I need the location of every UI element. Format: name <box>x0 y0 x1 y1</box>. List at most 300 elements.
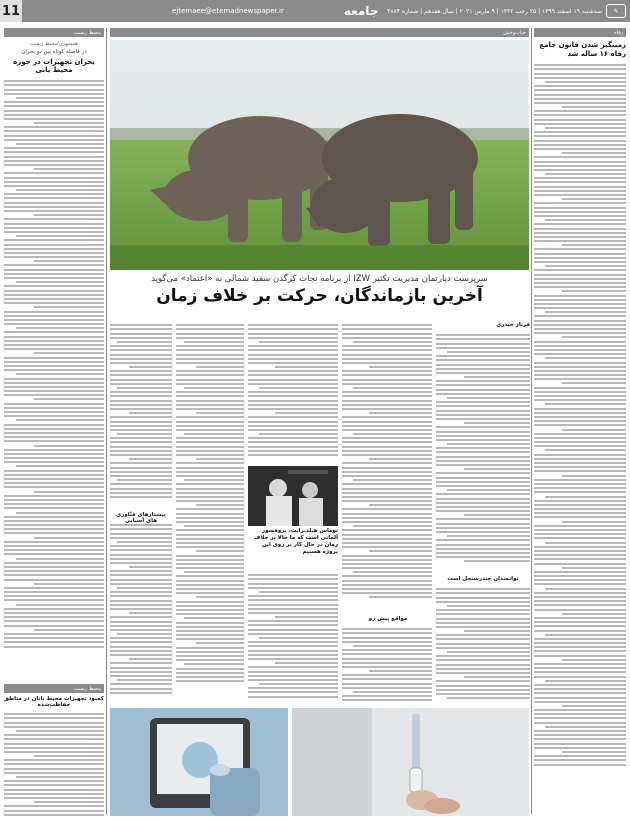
text-line <box>248 578 338 580</box>
text-line <box>436 359 530 361</box>
text-line <box>110 662 172 664</box>
text-line <box>436 372 530 374</box>
text-line <box>4 763 104 765</box>
text-line <box>4 587 104 589</box>
text-line <box>534 743 626 745</box>
text-line <box>436 618 530 620</box>
text-line <box>176 496 244 498</box>
text-line <box>342 508 432 510</box>
text-line <box>4 608 104 610</box>
text-line <box>534 500 626 502</box>
text-line <box>534 399 626 401</box>
text-line <box>16 512 104 514</box>
text-line <box>110 528 172 530</box>
text-line <box>176 328 244 330</box>
text-line <box>248 650 338 652</box>
text-line <box>4 520 104 522</box>
text-line <box>342 391 432 393</box>
text-line <box>16 604 104 606</box>
text-line <box>369 412 432 414</box>
text-line <box>4 432 104 434</box>
text-line <box>176 421 244 423</box>
text-line <box>436 472 530 474</box>
text-line <box>342 513 432 515</box>
text-line <box>34 583 104 585</box>
text-line <box>342 653 432 655</box>
text-line <box>34 352 104 354</box>
text-line <box>4 738 104 740</box>
text-line <box>342 400 432 402</box>
text-line <box>110 429 172 431</box>
main-text-column-2b <box>342 626 432 706</box>
text-line <box>4 177 104 179</box>
text-line <box>342 441 432 443</box>
photo-caption: توماس هیلدبرانت، پروفسور آلمانی است که ما حالا بر خلاف زمان در حال کار بر روی این پروژه هستیم <box>253 528 338 555</box>
text-line <box>342 450 432 452</box>
text-line <box>342 534 432 536</box>
text-line <box>176 534 244 536</box>
text-line <box>110 637 172 639</box>
text-line <box>342 658 432 660</box>
text-line <box>436 609 530 611</box>
text-line <box>176 508 244 510</box>
text-line <box>534 110 626 112</box>
text-line <box>436 659 530 661</box>
text-line <box>534 131 626 133</box>
text-line <box>534 663 626 665</box>
text-line <box>534 554 626 556</box>
text-line <box>4 323 104 325</box>
text-line <box>4 633 104 635</box>
text-line <box>176 575 244 577</box>
text-line <box>4 269 104 271</box>
text-line <box>176 592 244 594</box>
text-line <box>342 637 432 639</box>
text-line <box>4 369 104 371</box>
text-line <box>110 475 172 477</box>
text-line <box>248 624 338 626</box>
text-line <box>562 198 626 200</box>
text-line <box>110 688 172 690</box>
text-line <box>34 260 104 262</box>
text-line <box>436 393 530 395</box>
text-line <box>4 722 104 724</box>
text-line <box>342 496 432 498</box>
text-line <box>534 491 626 493</box>
text-line <box>562 659 626 661</box>
text-line <box>176 517 244 519</box>
text-line <box>4 197 104 199</box>
text-line <box>534 483 626 485</box>
text-line <box>110 533 172 535</box>
text-line <box>447 351 530 353</box>
text-line <box>436 477 530 479</box>
text-line <box>342 678 432 680</box>
text-line <box>4 172 104 174</box>
text-line <box>436 638 530 640</box>
left-headline: بحران تجهیزات در حوزه محیط بانی <box>13 58 95 74</box>
text-line <box>545 81 626 83</box>
text-line <box>545 680 626 682</box>
text-line <box>534 713 626 715</box>
text-line <box>4 382 104 384</box>
text-line <box>436 338 530 340</box>
text-line <box>34 801 104 803</box>
text-line <box>534 345 626 347</box>
text-line <box>353 387 432 389</box>
text-line <box>110 349 172 351</box>
text-line <box>176 354 244 356</box>
text-line <box>4 734 104 736</box>
email-address[interactable]: ejtemaee@etemadnewspaper.ir <box>172 7 284 15</box>
text-line <box>342 354 432 356</box>
text-line <box>176 563 244 565</box>
text-line <box>534 211 626 213</box>
text-line <box>4 147 104 149</box>
text-line <box>436 380 530 382</box>
text-line <box>110 379 172 381</box>
text-line <box>534 609 626 611</box>
text-line <box>4 566 104 568</box>
text-line <box>534 102 626 104</box>
text-line <box>176 391 244 393</box>
text-line <box>196 642 244 644</box>
left-bottom-body <box>4 711 104 820</box>
text-line <box>342 575 432 577</box>
text-line <box>248 395 338 397</box>
rhinoceros-photo <box>110 40 529 270</box>
text-line <box>436 401 530 403</box>
text-line <box>464 560 530 562</box>
text-line <box>534 470 626 472</box>
text-line <box>110 650 172 652</box>
text-line <box>4 453 104 455</box>
text-line <box>176 605 244 607</box>
text-line <box>248 599 338 601</box>
text-line <box>196 458 244 460</box>
text-line <box>534 642 626 644</box>
text-line <box>534 625 626 627</box>
text-line <box>176 630 244 632</box>
text-line <box>4 403 104 405</box>
text-line <box>4 743 104 745</box>
text-line <box>534 667 626 669</box>
text-line <box>4 151 104 153</box>
text-line <box>447 397 530 399</box>
text-line <box>184 341 244 343</box>
text-line <box>534 424 626 426</box>
text-line <box>353 571 432 573</box>
text-line <box>534 261 626 263</box>
text-line <box>176 437 244 439</box>
text-line <box>353 433 432 435</box>
text-line <box>534 156 626 158</box>
text-line <box>110 404 172 406</box>
text-line <box>436 364 530 366</box>
text-line <box>534 479 626 481</box>
text-line <box>464 376 530 378</box>
text-line <box>117 541 172 543</box>
text-line <box>176 337 244 339</box>
text-line <box>534 123 626 125</box>
text-line <box>342 416 432 418</box>
text-line <box>4 344 104 346</box>
text-line <box>184 571 244 573</box>
text-line <box>4 411 104 413</box>
text-line <box>369 550 432 552</box>
text-line <box>534 181 626 183</box>
text-line <box>534 202 626 204</box>
text-line <box>248 587 338 589</box>
text-line <box>534 387 626 389</box>
text-line <box>342 500 432 502</box>
section-title: جامعه <box>343 4 379 18</box>
text-line <box>16 465 104 467</box>
text-line <box>534 697 626 699</box>
text-line <box>4 553 104 555</box>
text-line <box>342 517 432 519</box>
text-line <box>176 400 244 402</box>
text-line <box>464 630 530 632</box>
text-line <box>534 671 626 673</box>
left-kicker: در فاصله کوتاه بین دو بحران <box>21 49 87 55</box>
text-line <box>4 93 104 95</box>
text-line <box>342 328 432 330</box>
text-line <box>4 202 104 204</box>
text-line <box>248 333 338 335</box>
text-line <box>436 426 530 428</box>
text-line <box>176 441 244 443</box>
text-line <box>16 327 104 329</box>
text-line <box>534 207 626 209</box>
text-line <box>436 548 530 550</box>
text-line <box>342 567 432 569</box>
text-line <box>436 493 530 495</box>
text-line <box>534 764 626 766</box>
text-line <box>248 400 338 402</box>
text-line <box>4 118 104 120</box>
text-line <box>248 379 338 381</box>
text-line <box>4 780 104 782</box>
text-line <box>342 699 432 701</box>
main-kicker: سرپرست دپارتمان مدیریت تکثیر IZW از برنامه نجات کرگدن سفید شمالی به «اعتماد» می‌گوید <box>151 274 488 284</box>
text-line <box>129 566 172 568</box>
text-line <box>4 549 104 551</box>
text-line <box>184 479 244 481</box>
text-line <box>176 446 244 448</box>
text-line <box>342 588 432 590</box>
text-line <box>4 591 104 593</box>
text-line <box>110 333 172 335</box>
text-line <box>110 454 172 456</box>
text-line <box>534 98 626 100</box>
main-byline: فرناز حیدری <box>496 322 530 328</box>
text-line <box>110 683 172 685</box>
text-line <box>4 516 104 518</box>
text-line <box>436 689 530 691</box>
text-line <box>342 408 432 410</box>
text-line <box>4 797 104 799</box>
text-line <box>436 601 530 603</box>
text-line <box>248 633 338 635</box>
left-article-body <box>4 78 104 678</box>
text-line <box>534 563 626 565</box>
text-line <box>110 692 172 694</box>
text-line <box>534 194 626 196</box>
text-line <box>534 374 626 376</box>
text-line <box>4 524 104 526</box>
page-header <box>0 0 630 22</box>
text-line <box>534 433 626 435</box>
text-line <box>4 499 104 501</box>
text-line <box>4 495 104 497</box>
text-line <box>4 616 104 618</box>
text-line <box>4 595 104 597</box>
text-line <box>110 345 172 347</box>
text-line <box>176 374 244 376</box>
text-line <box>176 559 244 561</box>
text-line <box>353 645 432 647</box>
text-line <box>436 418 530 420</box>
text-line <box>34 306 104 308</box>
text-line <box>545 634 626 636</box>
text-line <box>16 235 104 237</box>
text-line <box>534 592 626 594</box>
text-line <box>184 387 244 389</box>
text-line <box>562 751 626 753</box>
text-line <box>534 437 626 439</box>
text-line <box>176 588 244 590</box>
text-line <box>248 345 338 347</box>
text-line <box>176 349 244 351</box>
text-line <box>4 110 104 112</box>
text-line <box>248 421 338 423</box>
text-line <box>534 583 626 585</box>
text-line <box>4 285 104 287</box>
text-line <box>110 554 172 556</box>
text-line <box>4 474 104 476</box>
text-line <box>176 546 244 548</box>
text-line <box>16 143 104 145</box>
text-line <box>342 425 432 427</box>
text-line <box>4 528 104 530</box>
text-line <box>117 679 172 681</box>
text-line <box>369 458 432 460</box>
main-subhead-1: پیشتازهای فنّاوری های آسیایی <box>116 512 166 524</box>
column-divider <box>531 28 532 814</box>
text-line <box>110 421 172 423</box>
text-line <box>534 596 626 598</box>
text-line <box>342 584 432 586</box>
text-line <box>110 621 172 623</box>
text-line <box>545 357 626 359</box>
text-line <box>4 541 104 543</box>
text-line <box>342 370 432 372</box>
text-line <box>110 383 172 385</box>
text-line <box>110 328 172 330</box>
text-line <box>4 101 104 103</box>
text-line <box>342 641 432 643</box>
text-line <box>176 513 244 515</box>
text-line <box>436 539 530 541</box>
text-line <box>34 398 104 400</box>
text-line <box>110 583 172 585</box>
text-line <box>4 637 104 639</box>
text-line <box>534 307 626 309</box>
text-line <box>184 433 244 435</box>
text-line <box>562 613 626 615</box>
text-line <box>110 600 172 602</box>
text-line <box>16 281 104 283</box>
text-line <box>4 277 104 279</box>
text-line <box>562 705 626 707</box>
text-line <box>534 650 626 652</box>
text-line <box>436 410 530 412</box>
text-line <box>545 265 626 267</box>
text-line <box>4 810 104 812</box>
main-section-label <box>110 28 529 37</box>
text-line <box>4 646 104 648</box>
text-line <box>545 449 626 451</box>
text-line <box>342 538 432 540</box>
text-line <box>545 726 626 728</box>
text-line <box>176 450 244 452</box>
text-line <box>562 429 626 431</box>
text-line <box>184 663 244 665</box>
text-line <box>4 717 104 719</box>
text-line <box>342 358 432 360</box>
text-line <box>562 567 626 569</box>
text-line <box>534 441 626 443</box>
text-line <box>436 510 530 512</box>
text-line <box>110 545 172 547</box>
text-line <box>275 366 338 368</box>
text-line <box>248 654 338 656</box>
text-line <box>4 503 104 505</box>
text-line <box>545 311 626 313</box>
text-line <box>4 164 104 166</box>
text-line <box>534 525 626 527</box>
text-line <box>176 362 244 364</box>
right-article-body <box>534 62 626 802</box>
text-line <box>275 412 338 414</box>
text-line <box>16 730 104 732</box>
text-line <box>342 483 432 485</box>
text-line <box>4 181 104 183</box>
text-line <box>176 462 244 464</box>
text-line <box>436 447 530 449</box>
date-line: سه‌شنبه ۱۹ اسفند ۱۳۹۹ | ۲۵ رجب ۱۴۴۲ | ۹ مارس ۲۰۲۱ | سال هفدهم | شماره ۴۸۸۴ <box>387 7 602 15</box>
text-line <box>534 512 626 514</box>
text-line <box>176 429 244 431</box>
text-line <box>534 324 626 326</box>
text-line <box>4 378 104 380</box>
text-line <box>545 173 626 175</box>
text-line <box>436 431 530 433</box>
text-line <box>176 370 244 372</box>
text-line <box>342 563 432 565</box>
text-line <box>248 454 338 456</box>
text-line <box>176 416 244 418</box>
text-line <box>275 616 338 618</box>
main-text-column-4 <box>176 322 244 702</box>
text-line <box>4 470 104 472</box>
text-line <box>562 106 626 108</box>
text-line <box>534 646 626 648</box>
text-line <box>342 379 432 381</box>
text-line <box>4 394 104 396</box>
text-line <box>436 485 530 487</box>
